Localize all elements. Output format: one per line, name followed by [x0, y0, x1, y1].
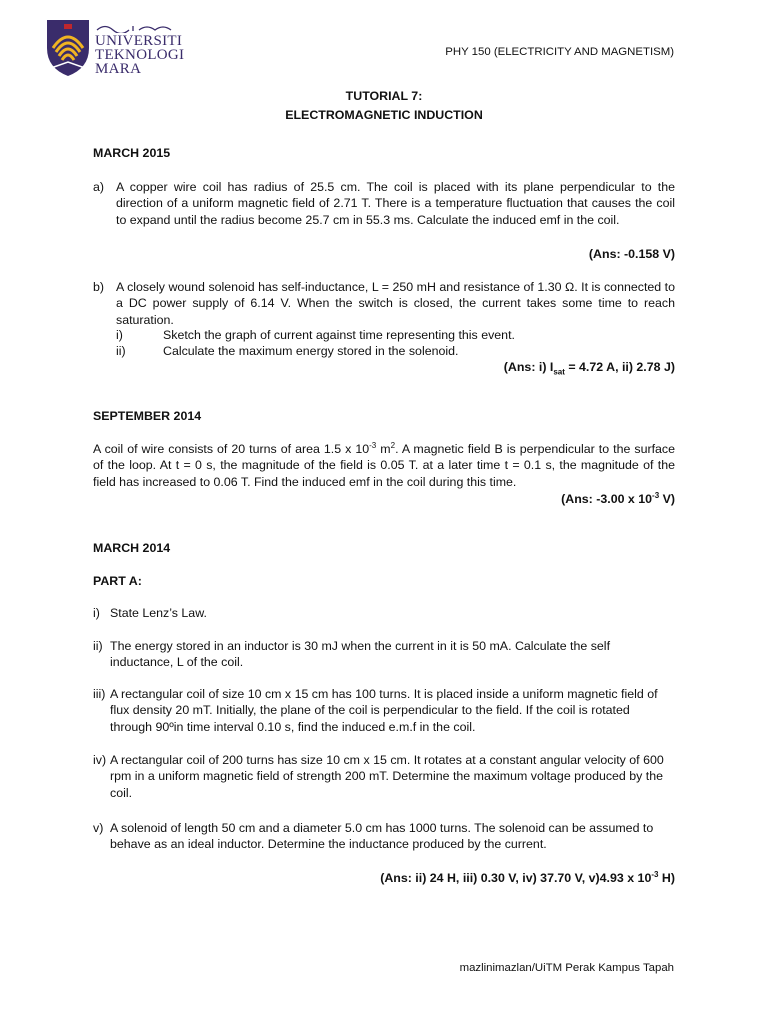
question-b-ii — [116, 343, 676, 359]
sept-ans-pre: (Ans: -3.00 x 10 — [561, 492, 653, 506]
question-label: ii) — [93, 639, 103, 653]
question-text: A rectangular coil of size 10 cm x 15 cm has 100 turns. It is placed inside a uniform magnetic field of flux density 20 mT. Initially, the plane of the coil is perpendicular to the field. If the coil is rotated through 90ºin time interval 0.10 s, find the induced e.m.f in the coil. — [110, 687, 658, 734]
page-footer: mazlinimazlan/UiTM Perak Kampus Tapah — [459, 962, 674, 974]
march14-ans-sup: -3 — [651, 869, 659, 879]
question-b — [93, 279, 675, 328]
sub-question-text: Sketch the graph of current against time representing this event. — [163, 328, 515, 342]
question-a — [93, 179, 675, 228]
section-heading-march-2015: MARCH 2015 — [93, 146, 171, 160]
question-b-i — [116, 327, 676, 343]
september-question — [93, 441, 675, 490]
sept-text-1: A coil of wire consists of 20 turns of area 1.5 x 10 — [93, 442, 370, 456]
sub-question-text: Calculate the maximum energy stored in the solenoid. — [163, 344, 459, 358]
university-logo — [45, 18, 195, 80]
question-text: A rectangular coil of 200 turns has size 10 cm x 15 cm. It rotates at a constant angular velocity of 600 rpm in a uniform magnetic field of strength 200 mT. Determine the maximum voltage produced by the coil. — [110, 753, 664, 800]
logo-line-2: TEKNOLOGI — [95, 47, 185, 63]
part-a-question-i — [93, 605, 675, 621]
answer-a: (Ans: -0.158 V) — [588, 247, 675, 261]
answer-b-pre: (Ans: i) I — [503, 360, 554, 374]
sept-ans-post: V) — [659, 492, 675, 506]
part-a-heading: PART A: — [93, 574, 142, 588]
question-label: iv) — [93, 753, 107, 767]
logo-line-3: MARA — [95, 61, 142, 77]
part-a-question-ii — [93, 638, 675, 671]
question-text: The energy stored in an inductor is 30 mJ when the current in it is 50 mA. Calculate the self inductance, L of the coil. — [110, 639, 611, 670]
part-a-question-v — [93, 820, 675, 853]
logo-line-1: UNIVERSITI — [95, 33, 183, 49]
part-a-question-iii — [93, 686, 675, 735]
sept-text-2: m — [376, 442, 391, 456]
tutorial-title: ELECTROMAGNETIC INDUCTION — [285, 108, 483, 122]
question-label: i) — [93, 606, 100, 620]
march14-ans-pre: (Ans: ii) 24 H, iii) 0.30 V, iv) 37.70 V, v)4.93 x 10 — [380, 871, 652, 885]
part-a-question-iv — [93, 752, 675, 801]
section-heading-march-2014: MARCH 2014 — [93, 541, 171, 555]
sept-text-3: . A magnetic field B is perpendicular to the surface of the loop. At t = 0 s, the magnitude of the field is 0.05 T. at a later time t = 0.1 s, the magnitude of the field has increased to 0.06 T. Find the induced emf in the coil during this time. — [93, 442, 676, 489]
question-label: iii) — [93, 687, 106, 701]
part-a-answers — [380, 870, 675, 886]
question-label: a) — [93, 180, 105, 194]
tutorial-number: TUTORIAL 7: — [345, 89, 423, 103]
answer-b-subscript: sat — [553, 367, 565, 377]
course-code: PHY 150 (ELECTRICITY AND MAGNETISM) — [445, 46, 674, 58]
sept-ans-sup: -3 — [652, 490, 660, 500]
logo-wordmark — [95, 22, 184, 76]
question-text: A closely wound solenoid has self-inductance, L = 250 mH and resistance of 1.30 Ω. It is connected to a DC power supply of 6.14 V. When the switch is closed, the current takes some time to reach saturation. — [116, 280, 675, 327]
uitm-crest-icon — [45, 18, 91, 78]
question-label: v) — [93, 821, 104, 835]
question-text: A copper wire coil has radius of 25.5 cm. The coil is placed with its plane perpendicular to the direction of a uniform magnetic field of 2.71 T. There is a temperature fluctuation that causes the coil to expand until the radius become 25.7 cm in 55.3 ms. Calculate the induced emf in the coil. — [116, 180, 675, 227]
march14-ans-post: H) — [658, 871, 675, 885]
answer-b — [504, 359, 675, 375]
sept-sup-1: -3 — [369, 440, 377, 450]
september-answer — [561, 491, 675, 507]
question-label: b) — [93, 280, 105, 294]
section-heading-september-2014: SEPTEMBER 2014 — [93, 409, 202, 423]
sub-question-label: i) — [116, 328, 123, 342]
sub-question-label: ii) — [116, 344, 126, 358]
question-text: A solenoid of length 50 cm and a diameter 5.0 cm has 1000 turns. The solenoid can be assumed to behave as an ideal inductor. Determine the inductance produced by the current. — [110, 821, 654, 852]
sept-sup-2: 2 — [390, 440, 396, 450]
answer-b-post: = 4.72 A, ii) 2.78 J) — [564, 360, 675, 374]
question-text: State Lenz’s Law. — [110, 606, 207, 620]
